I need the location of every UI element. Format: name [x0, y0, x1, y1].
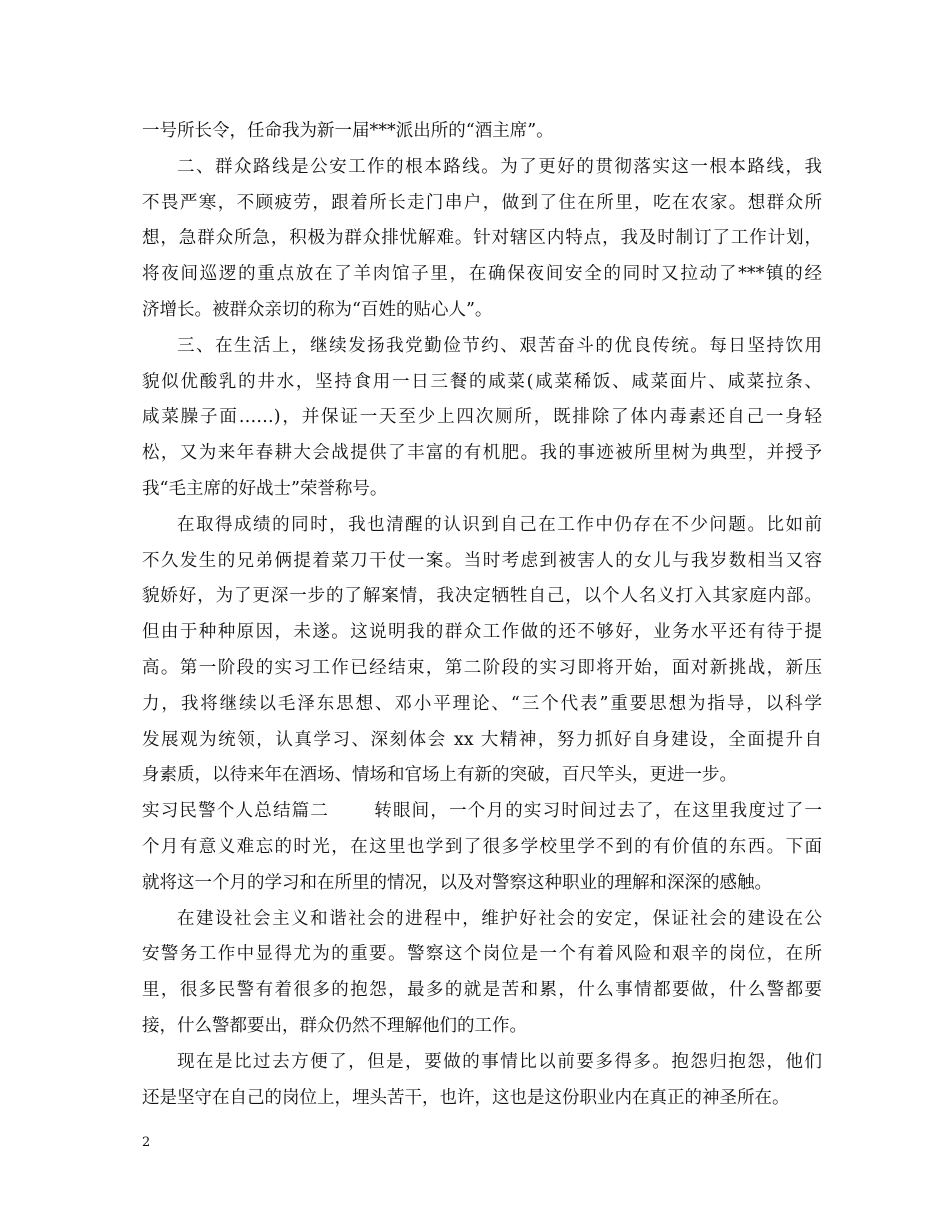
paragraph-start-line: 三、在生活上，继续发扬我党勤俭节约、艰苦奋斗的优良传统。每日坚持饮用 [177, 335, 822, 356]
text-line: 里，很多民警有着很多的抱怨，最多的就是苦和累，什么事情都要做，什么警都要 [142, 980, 822, 1001]
paragraph-start-line: 在建设社会主义和谐社会的进程中，维护好社会的安定，保证社会的建设在公 [177, 908, 822, 929]
paragraph-start-line: 二、群众路线是公安工作的根本路线。为了更好的贯彻落实这一根本路线，我 [177, 156, 822, 177]
section-heading: 实习民警个人总结篇二 [142, 801, 330, 822]
paragraph-start-line: 在取得成绩的同时，我也清醒的认识到自己在工作中仍存在不少问题。比如前 [177, 514, 822, 535]
text-line: 将夜间巡逻的重点放在了羊肉馆子里，在确保夜间安全的同时又拉动了***镇的经 [142, 264, 822, 285]
text-line: 但由于种种原因，未遂。这说明我的群众工作做的还不够好，业务水平还有待于提 [142, 622, 822, 643]
text-line: 就将这一个月的学习和在所里的情况，以及对警察这种职业的理解和深深的感触。 [142, 872, 772, 893]
text-line: 身素质，以待来年在酒场、情场和官场上有新的突破，百尺竿头，更进一步。 [142, 765, 737, 786]
text-line: 一号所长令，任命我为新一届***派出所的“酒主席”。 [142, 121, 554, 141]
text-line: 接，什么警都要出，群众仍然不理解他们的工作。 [142, 1015, 527, 1036]
text-line: 貌娇好，为了更深一步的了解案情，我决定牺牲自己，以个人名义打入其家庭内部。 [142, 586, 822, 607]
text-line: 不畏严寒，不顾疲劳，跟着所长走门串户，做到了住在所里，吃在农家。想群众所 [142, 192, 822, 213]
text-line: 高。第一阶段的实习工作已经结束，第二阶段的实习即将开始，面对新挑战，新压 [142, 657, 822, 678]
document-body [142, 114, 822, 1116]
text-line: 发展观为统领，认真学习、深刻体会 xx 大精神，努力抓好自身建设，全面提升自 [142, 729, 822, 750]
text-line: 貌似优酸乳的井水，坚持食用一日三餐的咸菜(咸菜稀饭、咸菜面片、咸菜拉条、 [142, 371, 822, 392]
section-heading-line [142, 794, 822, 830]
text-line: 咸菜臊子面……)，并保证一天至少上四次厕所，既排除了体内毒素还自己一身轻 [142, 407, 822, 428]
text-line: 济增长。被群众亲切的称为“百姓的贴心人”。 [142, 299, 493, 320]
text-line: 安警务工作中显得尤为的重要。警察这个岗位是一个有着风险和艰辛的岗位，在所 [142, 944, 822, 965]
text-line: 还是坚守在自己的岗位上，埋头苦干，也许，这也是这份职业内在真正的神圣所在。 [142, 1087, 790, 1108]
text-line: 个月有意义难忘的时光，在这里也学到了很多学校里学不到的有价值的东西。下面 [142, 836, 822, 857]
text-line: 我“毛主席的好战士”荣誉称号。 [142, 478, 388, 499]
text-line: 想，急群众所急，积极为群众排忧解难。针对辖区内特点，我及时制订了工作计划， [142, 228, 822, 249]
paragraph-start-line: 现在是比过去方便了，但是，要做的事情比以前要多得多。抱怨归抱怨，他们 [177, 1051, 822, 1072]
text-line: 不久发生的兄弟俩提着菜刀干仗一案。当时考虑到被害人的女儿与我岁数相当又容 [142, 550, 822, 571]
page-number: 2 [142, 1135, 151, 1150]
text-line: 力，我将继续以毛泽东思想、邓小平理论、“三个代表”重要思想为指导，以科学 [142, 693, 822, 714]
section-heading-continuation: 转眼间，一个月的实习时间过去了，在这里我度过了一 [373, 801, 823, 822]
text-line: 松，又为来年春耕大会战提供了丰富的有机肥。我的事迹被所里树为典型，并授予 [142, 443, 822, 464]
